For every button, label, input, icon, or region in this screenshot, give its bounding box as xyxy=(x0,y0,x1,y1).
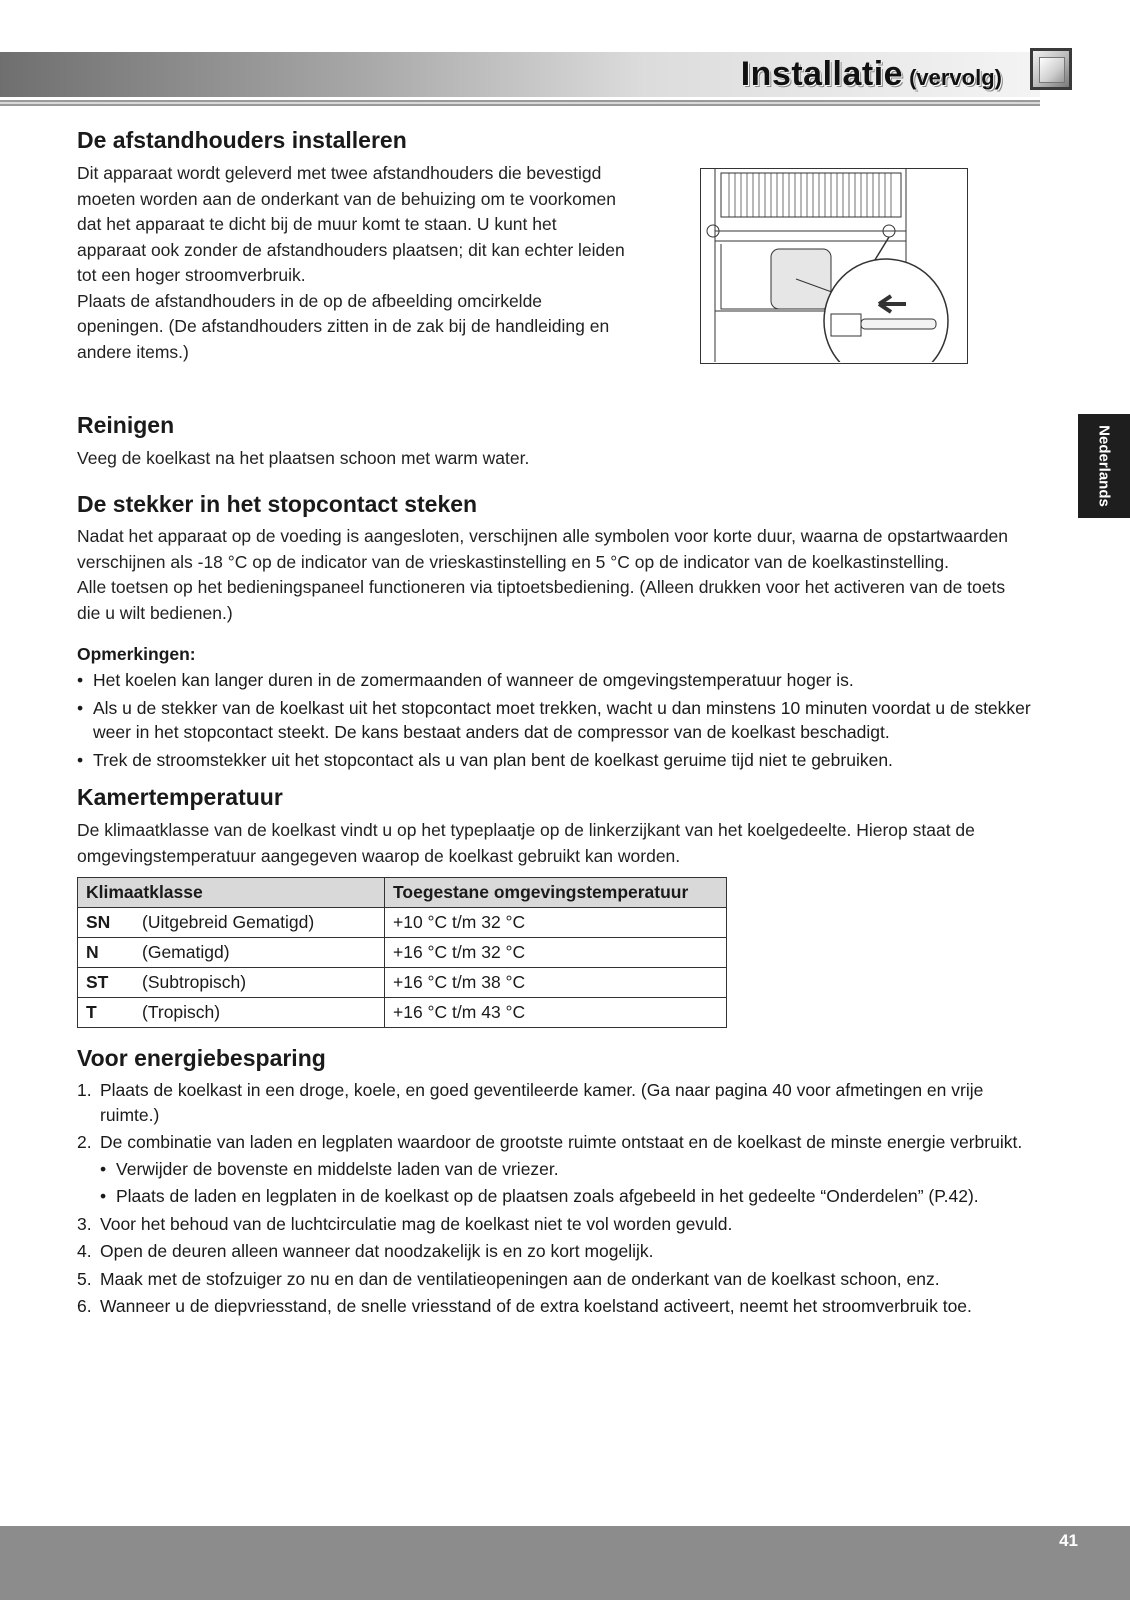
page-title-main: Installatie xyxy=(740,55,904,93)
table-cell: ST xyxy=(78,968,135,998)
header-divider xyxy=(0,100,1040,106)
language-tab-label: Nederlands xyxy=(1095,425,1113,507)
table-cell: N xyxy=(78,938,135,968)
page-title xyxy=(741,52,1002,97)
list-number: 1. xyxy=(77,1080,92,1100)
list-item xyxy=(77,1130,1037,1209)
header-square-icon xyxy=(1030,48,1072,90)
text-line: Nadat het apparaat op de voeding is aangesloten, verschijnen alle symbolen voor korte duur, waarna de opstartwaarden xyxy=(77,526,1009,546)
section-title-cleaning: Reinigen xyxy=(77,412,175,438)
text-line: Plaats de afstandhouders in de op de afbeelding omcirkelde xyxy=(77,290,543,311)
energy-tips-list xyxy=(77,1078,1037,1322)
table-cell: +16 °C t/m 38 °C xyxy=(385,968,727,998)
section-title-room-temp: Kamertemperatuur xyxy=(77,784,283,810)
list-number: 6. xyxy=(77,1296,92,1316)
text-line: verschijnen als -18 °C op de indicator van de vrieskastinstelling en 5 °C op de indicator van de koelkastinstelling. xyxy=(77,551,949,572)
table-cell: (Subtropisch) xyxy=(134,968,385,998)
climate-class-table xyxy=(77,877,727,1028)
table-cell: SN xyxy=(78,908,135,938)
table-cell: (Tropisch) xyxy=(134,998,385,1028)
table-header: Toegestane omgevingstemperatuur xyxy=(385,878,727,908)
text-line: omgevingstemperatuur aangegeven waarop de koelkast gebruikt kan worden. xyxy=(77,845,681,866)
notes-list xyxy=(77,668,1037,775)
table-cell: +16 °C t/m 43 °C xyxy=(385,998,727,1028)
text-line: apparaat ook zonder de afstandhouders plaatsen; dit kan echter leiden xyxy=(77,239,625,260)
text-line: andere items.) xyxy=(77,341,189,362)
text-line: dat het apparaat te dicht bij de muur komt te staan. U kunt het xyxy=(77,214,557,234)
room-temp-paragraph xyxy=(77,818,1057,869)
spacers-paragraph xyxy=(77,161,687,365)
table-row xyxy=(78,998,727,1028)
notes-title: Opmerkingen: xyxy=(77,644,196,664)
section-title-plug: De stekker in het stopcontact steken xyxy=(77,491,478,517)
text-line: moeten worden aan de onderkant van de behuizing om te voorkomen xyxy=(77,188,616,209)
list-item xyxy=(77,1239,1037,1264)
table-cell: +10 °C t/m 32 °C xyxy=(385,908,727,938)
list-item xyxy=(77,1212,1037,1237)
list-number: 2. xyxy=(77,1132,92,1152)
table-cell: (Uitgebreid Gematigd) xyxy=(134,908,385,938)
list-item-text: Voor het behoud van de luchtcirculatie mag de koelkast niet te vol worden gevuld. xyxy=(100,1213,733,1234)
list-item: • Verwijder de bovenste en middelste laden van de vriezer. xyxy=(100,1157,1037,1182)
text-line: De klimaatklasse van de koelkast vindt u op het typeplaatje op de linkerzijkant van het koelgedeelte. Hierop staat de xyxy=(77,820,975,840)
fridge-back-illustration xyxy=(701,169,966,362)
list-item: • Het koelen kan langer duren in de zomermaanden of wanneer de omgevingstemperatuur hoger is. xyxy=(77,668,1037,693)
list-item: • Als u de stekker van de koelkast uit het stopcontact moet trekken, wacht u dan minstens 10 minuten voordat u de stekker weer in het stopcontact steekt. De kans bestaat anders dat de compressor van de koelkast beschadigt. xyxy=(77,696,1037,745)
text-line: openingen. (De afstandhouders zitten in de zak bij de handleiding en xyxy=(77,316,610,336)
list-item-text: Maak met de stofzuiger zo nu en dan de ventilatieopeningen aan de onderkant van de koelkast schoon, enz. xyxy=(100,1268,940,1289)
text-line: die u wilt bedienen.) xyxy=(77,602,233,623)
language-tab xyxy=(1078,414,1130,518)
list-item-text: Wanneer u de diepvriesstand, de snelle vriesstand of de extra koelstand activeert, neemt het stroomverbruik toe. xyxy=(100,1296,972,1316)
page-number: 41 xyxy=(1059,1531,1078,1550)
spacer-installation-figure xyxy=(700,168,968,364)
list-item xyxy=(77,1294,1037,1319)
list-number: 4. xyxy=(77,1241,92,1261)
table-header-row xyxy=(78,878,727,908)
text-line: Dit apparaat wordt geleverd met twee afstandhouders die bevestigd xyxy=(77,163,602,183)
list-item-text: Plaats de koelkast in een droge, koele, en goed geventileerde kamer. (Ga naar pagina 40 voor afmetingen en vrije ruimte.) xyxy=(100,1080,984,1125)
table-cell: (Gematigd) xyxy=(134,938,385,968)
text-line: tot een hoger stroomverbruik. xyxy=(77,265,306,285)
list-number: 3. xyxy=(77,1213,92,1234)
section-title-spacers: De afstandhouders installeren xyxy=(77,127,407,153)
list-item xyxy=(77,1078,1037,1127)
table-row xyxy=(78,908,727,938)
list-item: • Plaats de laden en legplaten in de koelkast op de plaatsen zoals afgebeeld in het gedeelte “Onderdelen” (P.42). xyxy=(100,1184,1037,1209)
table-row xyxy=(78,938,727,968)
page-title-sub: (vervolg) xyxy=(909,65,1002,90)
energy-sublist xyxy=(100,1157,1037,1209)
list-item-text: De combinatie van laden en legplaten waardoor de grootste ruimte ontstaat en de koelkast de minste energie verbruikt. xyxy=(100,1132,1023,1152)
list-item-text: Open de deuren alleen wanneer dat noodzakelijk is en zo kort mogelijk. xyxy=(100,1241,654,1261)
plug-paragraph xyxy=(77,524,1057,626)
section-title-energy: Voor energiebesparing xyxy=(77,1045,326,1071)
footer-bar xyxy=(0,1526,1130,1600)
table-header: Klimaatklasse xyxy=(78,878,385,908)
text-line: Alle toetsen op het bedieningspaneel functioneren via tiptoetsbediening. (Alleen drukken voor het activeren van de toets xyxy=(77,577,1006,597)
table-cell: T xyxy=(78,998,135,1028)
list-item xyxy=(77,1267,1037,1292)
list-item: • Trek de stroomstekker uit het stopcontact als u van plan bent de koelkast geruime tijd niet te gebruiken. xyxy=(77,748,1037,773)
list-number: 5. xyxy=(77,1268,92,1289)
table-row xyxy=(78,968,727,998)
cleaning-text: Veeg de koelkast na het plaatsen schoon met warm water. xyxy=(77,448,530,468)
table-cell: +16 °C t/m 32 °C xyxy=(385,938,727,968)
